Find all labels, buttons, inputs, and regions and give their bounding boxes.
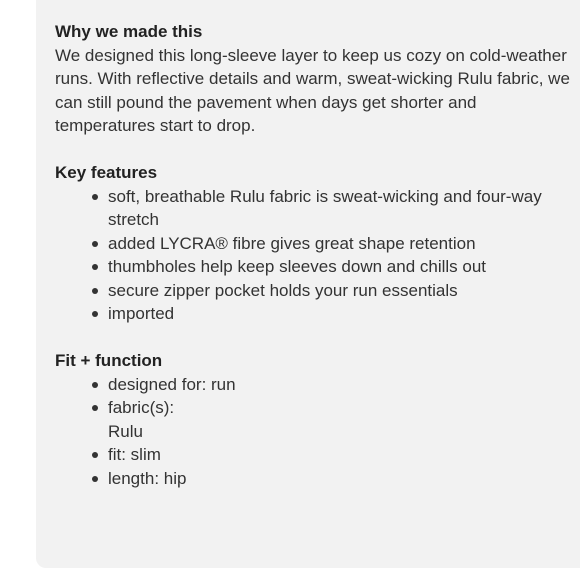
features-item: added LYCRA® fibre gives great shape retention: [108, 232, 570, 256]
fit-item: length: hip: [108, 467, 570, 491]
fit-function-section: [55, 349, 570, 490]
features-item: soft, breathable Rulu fabric is sweat-wicking and four-way stretch: [108, 185, 570, 232]
fit-list: [55, 373, 570, 491]
section-spacer: [55, 138, 570, 162]
why-we-made-this-section: [55, 20, 570, 138]
features-list: [55, 185, 570, 326]
fit-item: designed for: run: [108, 373, 570, 397]
why-heading: Why we made this: [55, 22, 203, 41]
product-details-content: [55, 20, 570, 490]
fit-heading: Fit + function: [55, 351, 163, 370]
key-features-section: [55, 161, 570, 326]
features-heading: Key features: [55, 163, 158, 182]
fit-item: fit: slim: [108, 443, 570, 467]
features-item: secure zipper pocket holds your run essentials: [108, 279, 570, 303]
section-spacer: [55, 326, 570, 350]
features-item: imported: [108, 302, 570, 326]
features-item: thumbholes help keep sleeves down and chills out: [108, 255, 570, 279]
fit-item: fabric(s): Rulu: [108, 396, 570, 443]
why-body: We designed this long-sleeve layer to keep us cozy on cold-weather runs. With reflective details and warm, sweat-wicking Rulu fabric, we can still pound the pavement when days get shorter and temperatures start to drop.: [55, 45, 570, 135]
